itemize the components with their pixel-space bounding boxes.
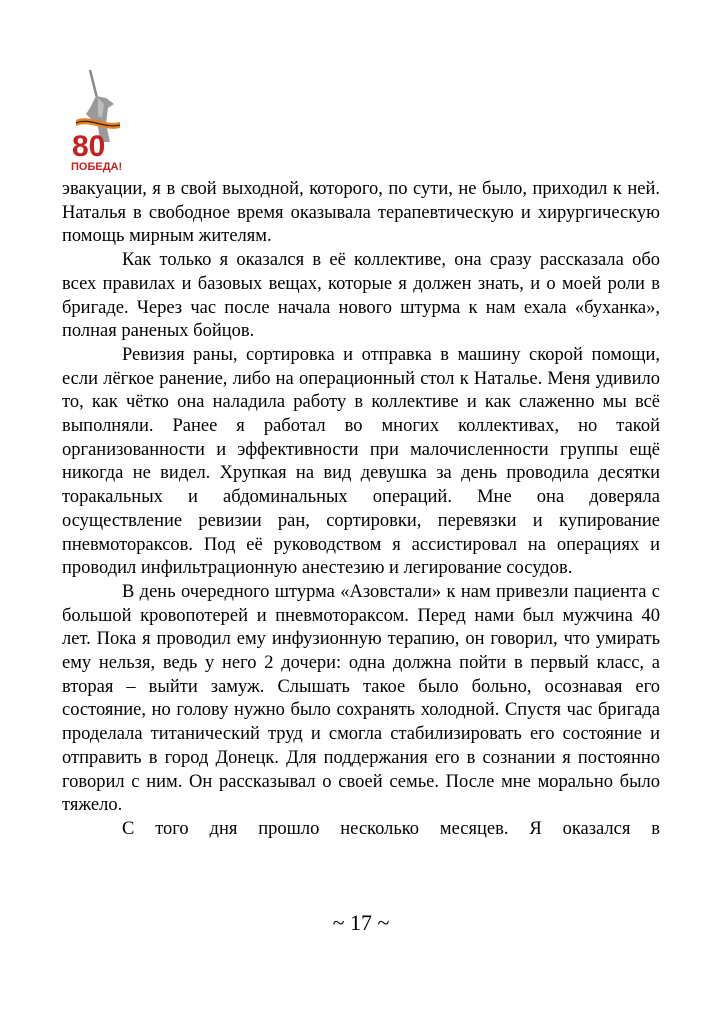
paragraph-2: Как только я оказался в её коллективе, она сразу рассказала обо всех правилах и базовых вещах, которые я должен знать, и о моей роли в бригаде. Через час после начала нового штурма к нам ехала «буханка», полная раненых бойцов. [62,250,660,342]
page-number: ~ 17 ~ [332,910,390,935]
paragraph-3: Ревизия раны, сортировка и отправка в машину скорой помощи, если лёгкое ранение, либо на операционный стол к Наталье. Меня удивило то, как чётко она наладила работу в коллективе и как слаженно мы всё выполняли. Ранее я работал во многих коллективах, но такой организованности и эффективности при малочисленности группы ещё никогда не видел. Хрупкая на вид девушка за день проводила десятки торакальных и абдоминальных операций. Мне она доверяла осуществление ревизии ран, сортировки, перевязки и купирование пневмотораксов. Под её руководством я ассистировал на операциях и проводил инфильтрационную анестезию и легирование сосудов. [62,344,660,579]
paragraph-5: С того дня прошло несколько месяцев. Я оказался в [122,818,660,839]
page-text [62,178,660,842]
victory-80-logo [70,68,130,174]
paragraph-1: эвакуации, я в свой выходной, которого, по сути, не было, приходил к ней. Наталья в свободное время оказывала терапевтическую и хирургическую помощь мирным жителям. [62,179,660,247]
paragraph-4: В день очередного штурма «Азовстали» к нам привезли пациента с большой кровопотерей и пневмотораксом. Перед нами был мужчина 40 лет. Пока я проводил ему инфузионную терапию, он говорил, что умирать ему нельзя, ведь у него 2 дочери: одна должна пойти в первый класс, а вторая – выйти замуж. Слышать такое было больно, осознавая его состояние, но голову нужно было сохранять холодной. Спустя час бригада проделала титанический труд и смогла стабилизировать его состояние и отправить в город Донецк. Для поддержания его в сознании я постоянно говорил с ним. Он рассказывал о своей семье. После мне морально было тяжело. [62,581,660,816]
logo-caption: ПОБЕДА! [71,161,123,173]
logo-number: 80 [72,130,106,163]
